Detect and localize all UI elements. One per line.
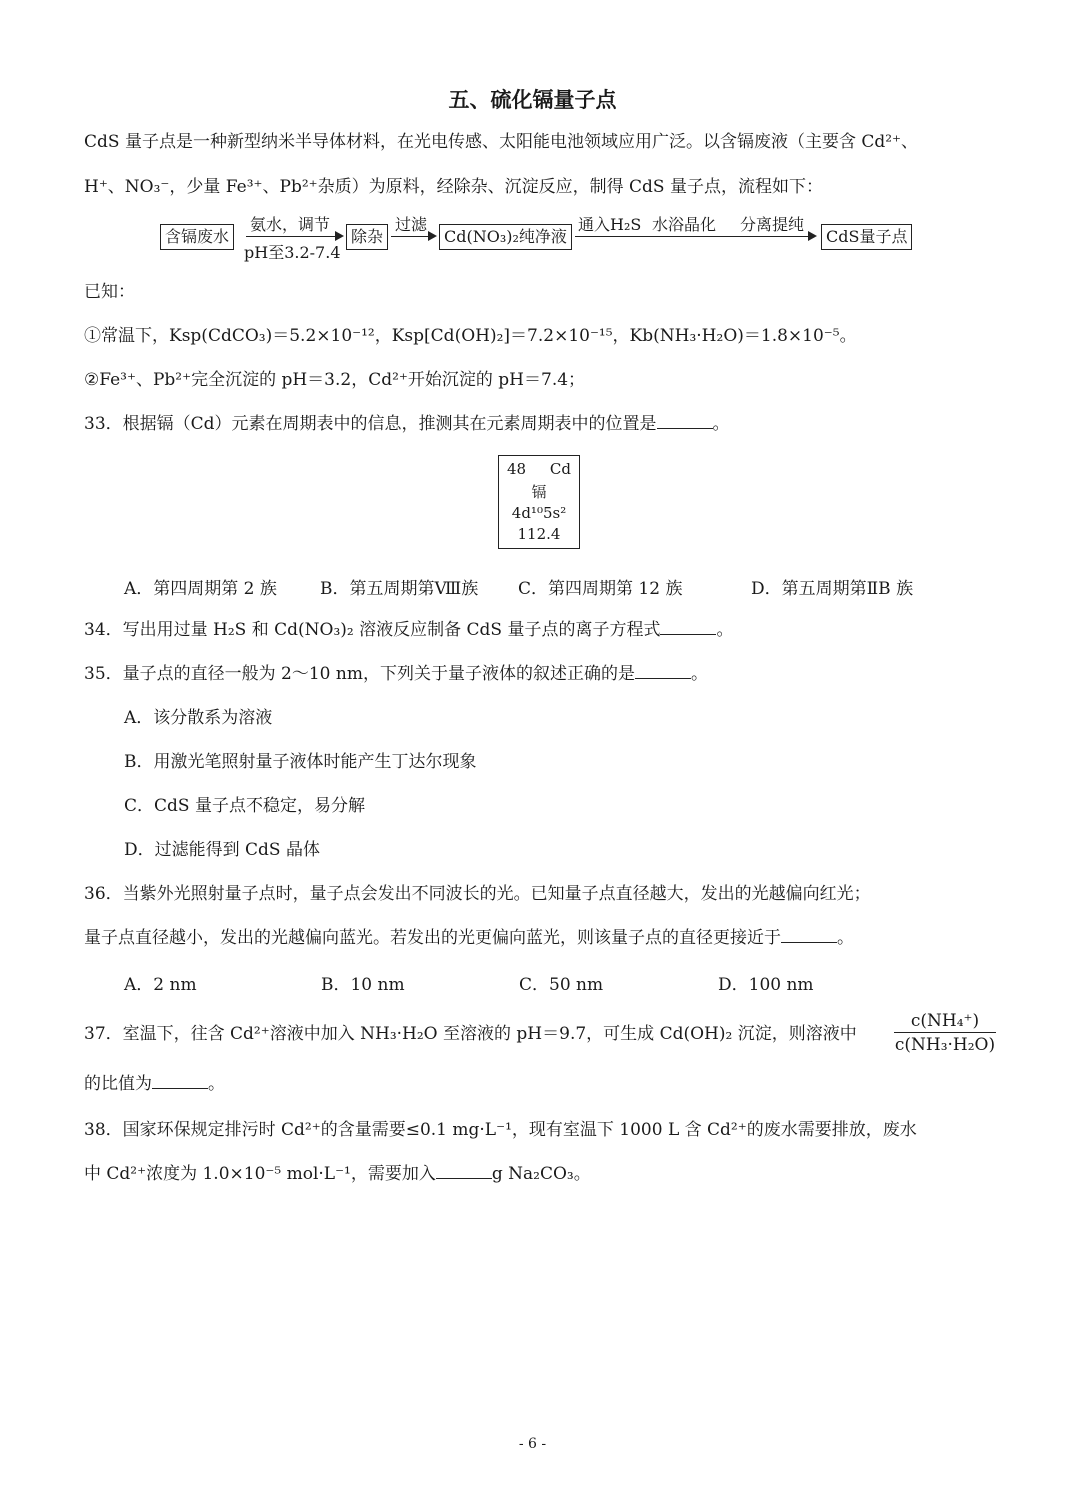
question-35-option-c: C．CdS 量子点不稳定，易分解 xyxy=(124,796,365,816)
question-34-stem: 34．写出用过量 H₂S 和 Cd(NO₃)₂ 溶液反应制备 CdS 量子点的离子方程式 xyxy=(84,620,661,640)
question-35-stem: 35．量子点的直径一般为 2～10 nm，下列关于量子液体的叙述正确的是 xyxy=(84,664,635,684)
fraction-numerator: c(NH₄⁺) xyxy=(894,1010,996,1033)
question-36-line-1: 36．当紫外光照射量子点时，量子点会发出不同波长的光。已知量子点直径越大，发出的光越偏向红光； xyxy=(84,884,871,904)
known-item-1: ①常温下，Ksp(CdCO₃)＝5.2×10⁻¹²，Ksp[Cd(OH)₂]＝7.2×10⁻¹⁵，Kb(NH₃·H₂O)＝1.8×10⁻⁵。 xyxy=(84,326,857,346)
option-a: A．第四周期第 2 族 xyxy=(124,579,277,599)
element-symbol: Cd xyxy=(549,460,571,478)
flow-arrow-1-label-bottom: pH至3.2-7.4 xyxy=(244,243,341,262)
question-36-options xyxy=(124,970,814,995)
question-35-option-b: B．用激光笔照射量子液体时能产生丁达尔现象 xyxy=(124,752,477,772)
answer-blank xyxy=(660,618,716,635)
flow-arrow-2-label: 过滤 xyxy=(395,215,428,234)
section-title: 五、硫化镉量子点 xyxy=(448,88,617,112)
flow-arrow-3 xyxy=(575,236,815,237)
flow-arrow-1 xyxy=(246,236,342,237)
option-a: A．2 nm xyxy=(124,975,197,995)
question-33-stem: 33．根据镉（Cd）元素在周期表中的信息，推测其在元素周期表中的位置是 xyxy=(84,414,657,434)
concentration-ratio-fraction xyxy=(894,1010,996,1057)
intro-line-2: H⁺、NO₃⁻，少量 Fe³⁺、Pb²⁺杂质）为原料，经除杂、沉淀反应，制得 CdS 量子点，流程如下： xyxy=(84,177,823,197)
option-b: B．第五周期第Ⅷ族 xyxy=(320,579,479,599)
question-37-line-1: 37．室温下，往含 Cd²⁺溶液中加入 NH₃·H₂O 至溶液的 pH＝9.7，可生成 Cd(OH)₂ 沉淀，则溶液中 xyxy=(84,1024,857,1044)
flow-box-solution: Cd(NO₃)₂纯净液 xyxy=(439,224,572,250)
option-c: C．50 nm xyxy=(519,975,604,995)
flow-arrow-3-label: 通入H₂S xyxy=(578,215,642,234)
atomic-number: 48 xyxy=(507,460,527,478)
question-35-option-d: D．过滤能得到 CdS 晶体 xyxy=(124,840,320,860)
answer-blank xyxy=(436,1162,492,1179)
atomic-mass: 112.4 xyxy=(517,525,561,543)
question-38-line-2: 中 Cd²⁺浓度为 1.0×10⁻⁵ mol·L⁻¹，需要加入 g Na₂CO₃。 xyxy=(84,1164,591,1184)
element-name: 镉 xyxy=(531,483,547,501)
flow-box-purify: 除杂 xyxy=(346,224,388,250)
option-d: D．第五周期第ⅡB 族 xyxy=(751,579,914,599)
answer-blank xyxy=(781,926,837,943)
intro-line-1: CdS 量子点是一种新型纳米半导体材料，在光电传感、太阳能电池领域应用广泛。以含镉废液（主要含 Cd²⁺、 xyxy=(84,132,919,152)
answer-blank xyxy=(635,662,691,679)
flow-box-product: CdS量子点 xyxy=(821,224,912,250)
question-33-options xyxy=(124,574,913,599)
fraction-denominator: c(NH₃·H₂O) xyxy=(894,1035,996,1055)
known-label: 已知： xyxy=(84,282,135,302)
known-item-2: ②Fe³⁺、Pb²⁺完全沉淀的 pH＝3.2，Cd²⁺开始沉淀的 pH＝7.4； xyxy=(84,370,586,390)
question-38-line-1: 38．国家环保规定排污时 Cd²⁺的含量需要≤0.1 mg·L⁻¹，现有室温下 1000 L 含 Cd²⁺的废水需要排放，废水 xyxy=(84,1120,917,1140)
flow-arrow-1-label-top: 氨水，调节 xyxy=(250,215,331,234)
option-d: D．100 nm xyxy=(718,975,814,995)
question-33: 33．根据镉（Cd）元素在周期表中的信息，推测其在元素周期表中的位置是 。 xyxy=(84,414,730,434)
answer-blank xyxy=(657,412,713,429)
element-card-cadmium xyxy=(498,455,580,549)
flow-arrow-5-label: 分离提纯 xyxy=(740,215,805,234)
question-37-line-2: 的比值为 。 xyxy=(84,1074,225,1094)
flow-arrow-4-label: 水浴晶化 xyxy=(652,215,717,234)
question-35: 35．量子点的直径一般为 2～10 nm，下列关于量子液体的叙述正确的是 。 xyxy=(84,664,708,684)
flow-arrow-2 xyxy=(391,236,435,237)
answer-blank xyxy=(152,1072,208,1089)
electron-config: 4d¹⁰5s² xyxy=(511,504,567,522)
question-36-line-2: 量子点直径越小，发出的光越偏向蓝光。若发出的光更偏向蓝光，则该量子点的直径更接近于 。 xyxy=(84,928,854,948)
question-35-option-a: A．该分散系为溶液 xyxy=(124,708,273,728)
question-34: 34．写出用过量 H₂S 和 Cd(NO₃)₂ 溶液反应制备 CdS 量子点的离子方程式 。 xyxy=(84,620,734,640)
page-number: - 6 - xyxy=(518,1436,547,1452)
option-b: B．10 nm xyxy=(321,975,405,995)
flow-box-wastewater: 含镉废水 xyxy=(160,224,234,250)
option-c: C．第四周期第 12 族 xyxy=(518,579,683,599)
